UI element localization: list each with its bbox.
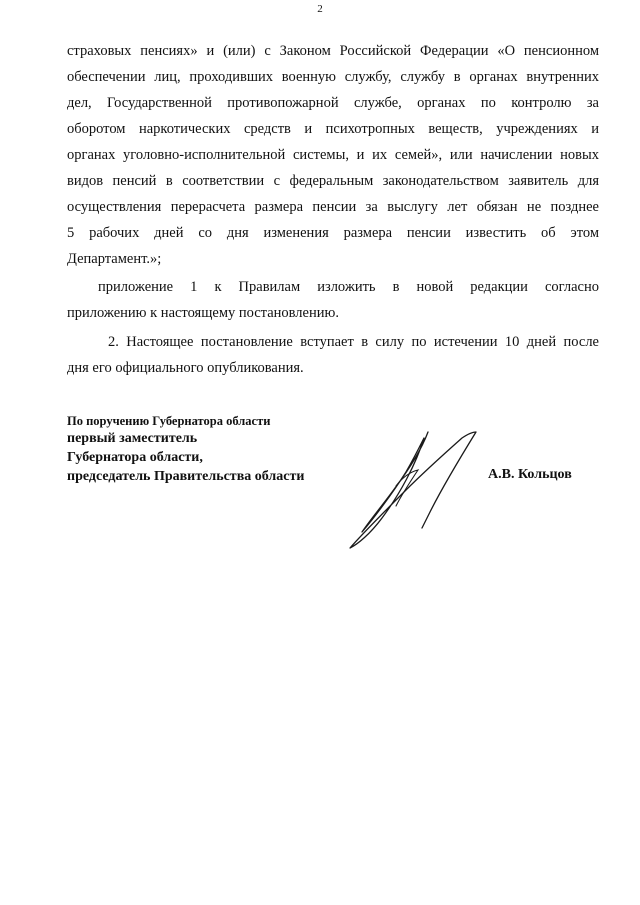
paragraph-appendix [67,274,599,326]
text-line: оборотом наркотических средств и психотропных веществ, учреждениях и [67,121,599,137]
text-line: видов пенсий в соответствии с федеральным законодательством заявитель для [67,173,599,189]
text-line: страховых пенсиях» и (или) с Законом Российской Федерации «О пенсионном [67,43,599,59]
text-line: осуществления перерасчета размера пенсии за выслугу лет обязан не позднее [67,199,599,215]
signer-title-line: первый заместитель [67,431,198,446]
text-line: органах уголовно-исполнительной системы, и их семей», или начислении новых [67,147,599,163]
document-body [67,38,599,381]
text-line: дня его официального опубликования. [67,360,304,376]
text-line: Департамент.»; [67,251,162,267]
handwritten-signature [340,428,500,550]
signer-title-line: Губернатора области, [67,450,203,465]
paragraph-effective-date [67,329,599,381]
signer-name: А.В. Кольцов [488,467,572,482]
text-line: приложению к настоящему постановлению. [67,305,339,321]
text-line: приложение 1 к Правилам изложить в новой редакции согласно [98,279,599,295]
signature-instruction: По поручению Губернатора области [67,414,271,428]
paragraph-amendment-text [67,38,599,272]
text-line: обеспечении лиц, проходивших военную службу, службу в органах внутренних [67,69,599,85]
text-line: 5 рабочих дней со дня изменения размера пенсии известить об этом [67,225,599,241]
signer-title-line: председатель Правительства области [67,469,305,484]
signature-block [67,413,304,486]
text-line: 2. Настоящее постановление вступает в силу по истечении 10 дней после [108,334,599,350]
page-number: 2 [317,3,323,15]
text-line: дел, Государственной противопожарной службе, органах по контролю за [67,95,599,111]
